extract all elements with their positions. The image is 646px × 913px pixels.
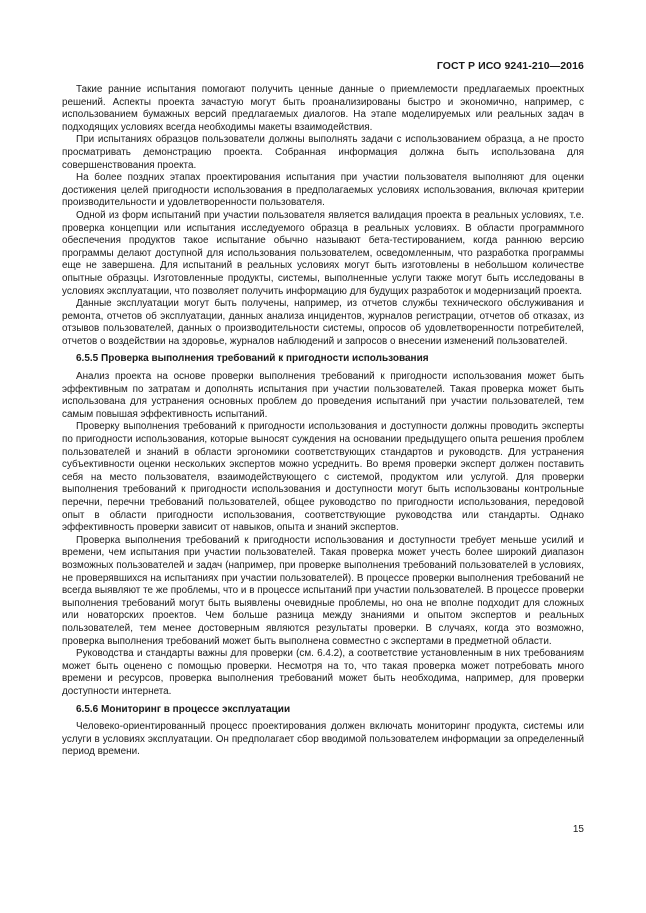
paragraph-guidelines-standards: Руководства и стандарты важны для проверки (см. 6.4.2), а соответствие установленным в них требованиям может быть оценено с помощью проверки. Несмотря на то, что такая проверка может потребовать много времени и ресурсов, проверка выполнения требований может быть необходима, например, для проверки доступности интернета. [62,648,584,697]
paragraph-inspection-analysis: Анализ проекта на основе проверки выполнения требований к пригодности использования может быть эффективным по затратам и дополнять испытания при участии пользователей. Такая проверка может быть использована для устранения основных проблем до проведения испытаний при участии пользователей, тем самым повышая эффективность испытаний. [62,371,584,420]
page-number: 15 [572,824,584,835]
paragraph-operational-data: Данные эксплуатации могут быть получены, например, из отчетов службы технического обслуживания и ремонта, отчетов об эксплуатации, данных анализа инцидентов, журналов регистрации, отчетов об отказах, из отзывов пользователей, данных о производительности системы, опросов об удовлетворенности потребителей, отчетов о воздействии на здоровье, журналов наблюдений и запросов о внесении изменений пользователей. [62,298,584,347]
document-body [62,84,584,759]
paragraph-prototype-testing: При испытаниях образцов пользователи должны выполнять задачи с использованием образца, а не просто просматривать демонстрацию проекта. Собранная информация должна быть использована для совершенствования проекта. [62,134,584,171]
paragraph-inspection-experts: Проверку выполнения требований к пригодности использования и доступности должны проводить эксперты по пригодности использования, которые выносят суждения на основании предыдущего опыта решения проблем пользователей и знаний в области эргономики соответствующих стандартов и руководств. Для устранения субъективности оценки нескольких экспертов можно усреднить. Во время проверки эксперт должен поставить себя на место пользователя, взаимодействующего с системой, продуктом или услугой. Для проверки выполнения требований к пригодности использования и доступности могут быть использованы контрольные перечни, перечни требований пользователей, общее руководство по пригодности использования, передовой опыт в области пригодности использования, соответствующие руководства или стандарты. Однако эффективность проверки зависит от навыков, опыта и знаний экспертов. [62,421,584,534]
document-code-header: ГОСТ Р ИСО 9241-210—2016 [436,60,584,72]
paragraph-monitoring: Человеко-ориентированный процесс проектирования должен включать мониторинг продукта, системы или услуги в условиях эксплуатации. Он предполагает сбор вводимой пользователем информации за определенный период времени. [62,721,584,758]
paragraph-later-stages: На более поздних этапах проектирования испытания при участии пользователя выполняют для оценки достижения целей пригодности использования в предполагаемых условиях использования, включая критерии производительности и удовлетворенности пользователя. [62,172,584,209]
paragraph-early-testing: Такие ранние испытания помогают получить ценные данные о приемлемости предлагаемых проектных решений. Аспекты проекта зачастую могут быть проанализированы быстро и экономично, например, с использованием бумажных версий предлагаемых диалогов. На этапе моделируемых или реальных задач в подходящих условиях всегда необходимы макеты взаимодействия. [62,84,584,133]
paragraph-real-conditions: Одной из форм испытаний при участии пользователя является валидация проекта в реальных условиях, т.е. проверка концепции или испытания исследуемого образца в реальных условиях. В области программного обеспечения продуктов такое испытание обычно называют бета-тестированием, когда раннюю версию программы делают доступной для использования пользователем, осведомленным, что разработка программы еще не завершена. Для испытаний в реальных условиях могут быть изготовлены в небольшом количестве опытные образцы. Изготовленные продукты, системы, выполненные услуги также могут быть исследованы в условиях эксплуатации, что позволяет получить информацию для будущих разработок и модернизаций проекта. [62,209,584,297]
section-heading-6-5-6: 6.5.6 Мониторинг в процессе эксплуатации [76,703,291,715]
section-heading-6-5-5: 6.5.5 Проверка выполнения требований к пригодности использования [76,353,429,365]
paragraph-inspection-effort: Проверка выполнения требований к пригодности использования и доступности требует меньше усилий и времени, чем испытания при участии пользователей. Такая проверка может учесть более широкий диапазон возможных пользователей и задач (например, при проверке выполнения требований пользователей в условиях, не проверявшихся на испытаниях при участии пользователей). В процессе проверки выполнения требований не всегда выявляют те же проблемы, что и в процессе испытаний при участии пользователей. В процессе проверки выполнения требований могут быть выявлены очевидные проблемы, но она не вполне подходит для сложных или новаторских проектов. Чем больше разница между знаниями и опытом экспертов и реальных пользователей, тем менее достоверным являются результаты проверки. В случаях, когда это возможно, проверка выполнения требований может быть выполнена совместно с экспертами в предметной области. [62,534,584,647]
